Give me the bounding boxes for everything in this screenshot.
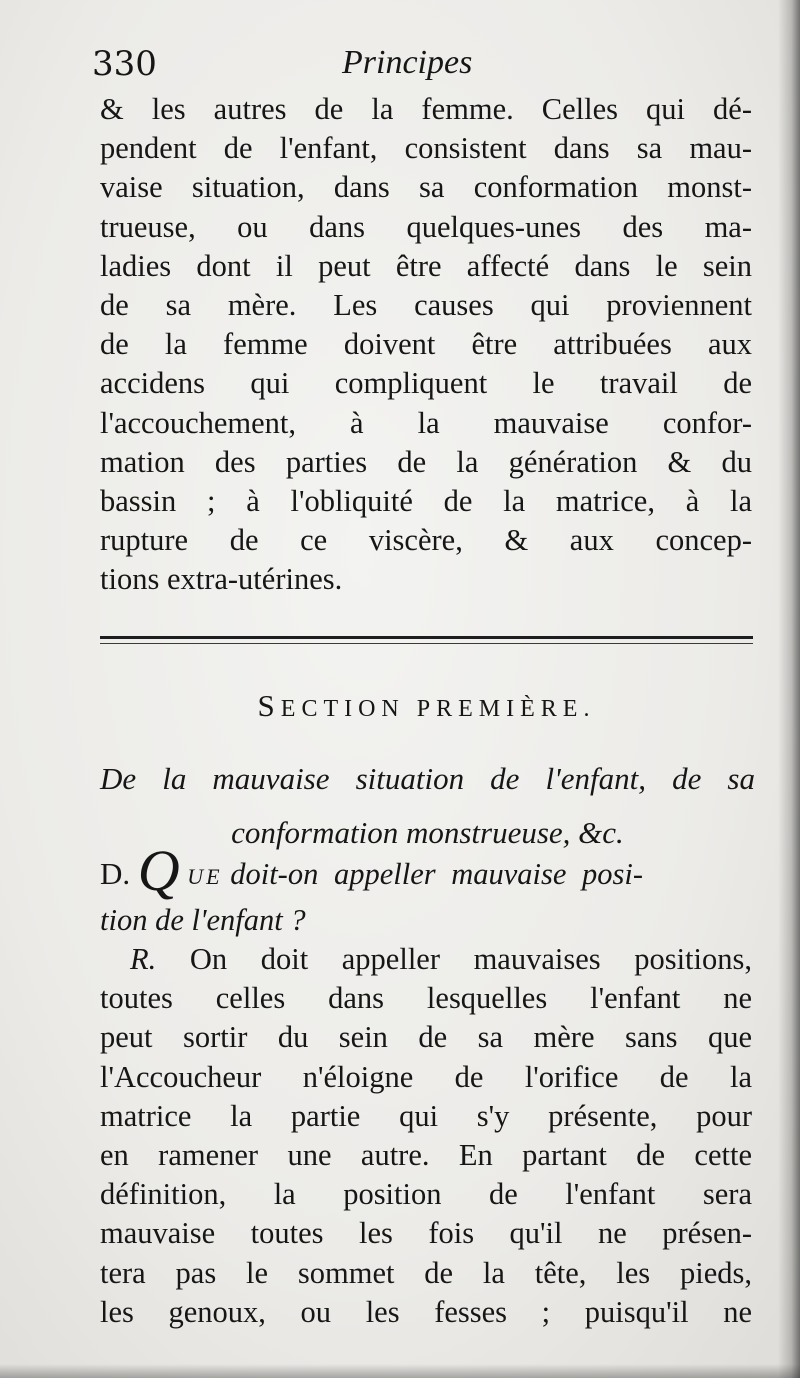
section-title-initial: S bbox=[257, 688, 281, 723]
question-block bbox=[100, 838, 752, 938]
text-line: accidens qui compliquent le travail de bbox=[100, 366, 752, 401]
text-line: tera pas le sommet de la tête, les pieds, bbox=[100, 1255, 752, 1290]
question-drop-cap: Q bbox=[137, 838, 180, 903]
text-line: peut sortir du sein de sa mère sans que bbox=[100, 1020, 752, 1055]
text-line: en ramener une autre. En partant de cette bbox=[100, 1138, 752, 1173]
text-line: toutes celles dans lesquelles l'enfant ne bbox=[100, 981, 752, 1016]
section-divider-thin-rule bbox=[100, 643, 753, 644]
answer-paragraph bbox=[100, 940, 752, 1332]
text-line: l'accouchement, à la mauvaise confor- bbox=[100, 405, 752, 440]
question-first-line bbox=[100, 838, 752, 906]
text-line: de la femme doivent être attribuées aux bbox=[100, 327, 752, 362]
section-title-word1-rest: ECTION bbox=[280, 696, 405, 722]
text-line: trueuse, ou dans quelques-unes des ma- bbox=[100, 209, 752, 244]
running-head: Principes bbox=[342, 44, 473, 81]
page-bottom-shadow bbox=[0, 1364, 800, 1378]
section-subtitle-line: conformation monstrueuse, &c. bbox=[231, 815, 624, 850]
text-line: définition, la position de l'enfant sera bbox=[100, 1177, 752, 1212]
answer-first-line bbox=[100, 940, 752, 979]
text-line: l'Accoucheur n'éloigne de l'orifice de la bbox=[100, 1059, 752, 1094]
page-number: 330 bbox=[92, 44, 157, 84]
section-subtitle-line: De la mauvaise situation de l'enfant, de sa bbox=[100, 761, 755, 796]
intro-paragraph bbox=[100, 90, 752, 600]
text-line: ladies dont il peut être affecté dans le sein bbox=[100, 248, 752, 283]
section-title-word2: PREMIÈRE. bbox=[416, 696, 596, 722]
question-second-line: tion de l'enfant ? bbox=[100, 903, 306, 937]
text-line: bassin ; à l'obliquité de la matrice, à la bbox=[100, 484, 752, 519]
answer-first-line-text: On doit appeller mauvaises positions, bbox=[189, 942, 752, 976]
text-line: de sa mère. Les causes qui proviennent bbox=[100, 288, 752, 323]
text-line: pendent de l'enfant, consistent dans sa mau- bbox=[100, 131, 752, 166]
text-line: rupture de ce viscère, & aux concep- bbox=[100, 523, 752, 558]
text-line: vaise situation, dans sa conformation monst- bbox=[100, 170, 752, 205]
section-title bbox=[100, 688, 753, 724]
question-text: doit-on appeller mauvaise posi- bbox=[230, 857, 644, 891]
text-line: les genoux, ou les fesses ; puisqu'il ne bbox=[100, 1294, 752, 1329]
section-subtitle bbox=[100, 752, 755, 860]
answer-label: R. bbox=[130, 942, 157, 976]
text-line: & les autres de la femme. Celles qui dé- bbox=[100, 92, 752, 126]
question-label: D. bbox=[100, 856, 131, 891]
question-small-caps: UE bbox=[187, 864, 223, 889]
text-line: mauvaise toutes les fois qu'il ne présen- bbox=[100, 1216, 752, 1251]
text-line: matrice la partie qui s'y présente, pour bbox=[100, 1098, 752, 1133]
text-line: mation des parties de la génération & du bbox=[100, 444, 752, 479]
section-divider-rule bbox=[100, 636, 753, 639]
page-header bbox=[92, 44, 752, 92]
text-line: tions extra-utérines. bbox=[100, 562, 343, 597]
page-edge-shadow bbox=[778, 0, 800, 1378]
